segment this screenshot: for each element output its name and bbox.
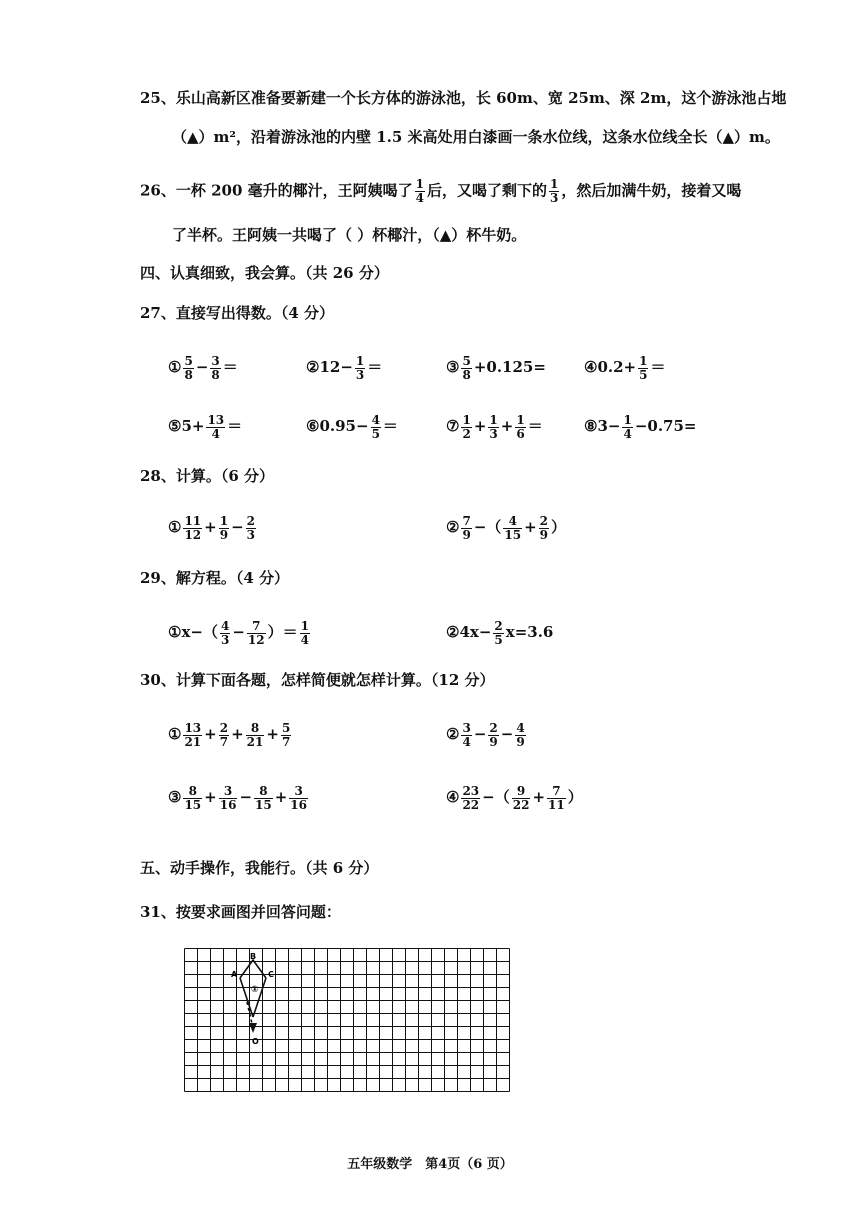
figure-1-left-edge (240, 978, 253, 1017)
q27-item-4: ④0.2+ $\frac{1}{5}$ ＝ (584, 353, 666, 382)
q26-fraction-2: $\frac{1}{3}$ (550, 177, 559, 205)
label-C: C (268, 970, 274, 979)
q26-fraction-1: $\frac{1}{4}$ (415, 177, 424, 205)
q26-line1: 26、一杯 200 毫升的椰汁，王阿姨喝了 $\frac{1}{4}$ 后，又喝了剩下的 $\frac{1}{3}$ ，然后加满牛奶，接着又喝 (140, 177, 742, 205)
q30-item-4: ④ $\frac{23}{22}$ −（ $\frac{9}{22}$ + $\frac{7}{11}$ ） (446, 783, 583, 812)
q30-item-1: ① $\frac{13}{21}$ + $\frac{2}{7}$ + $\frac{8}{21}$ + $\frac{5}{7}$ (168, 720, 291, 749)
section-4-heading: 四、认真细致，我会算。（共 26 分） (140, 264, 389, 282)
q28-item-2: ② $\frac{7}{9}$ −（ $\frac{4}{15}$ + $\frac{2}{9}$ ） (446, 513, 567, 542)
label-O: O (252, 1037, 259, 1046)
q29-item-2: ②4x− $\frac{2}{5}$ x=3.6 (446, 618, 554, 647)
q27-item-3: ③ $\frac{5}{8}$ +0.125= (446, 353, 546, 382)
label-A: A (231, 970, 238, 979)
q27-item-2: ②12− $\frac{1}{3}$ ＝ (306, 353, 383, 382)
label-B: B (250, 952, 257, 961)
q31-grid-figure (184, 948, 510, 1102)
arrow-head-icon (249, 1023, 257, 1033)
q25-line2: （▲）m²，沿着游泳池的内壁 1.5 米高处用白漆画一条水位线，这条水位线全长（▲）m。 (172, 128, 780, 146)
q29-item-1: ①x−（ $\frac{4}{3}$ − $\frac{7}{12}$ ）＝ $\frac{1}{4}$ (168, 618, 309, 647)
q27-title: 27、直接写出得数。（4 分） (140, 304, 335, 322)
q27-item-7: ⑦ $\frac{1}{2}$ + $\frac{1}{3}$ + $\frac{1}{6}$ ＝ (446, 412, 543, 441)
figure-1-right-edge (253, 978, 266, 1017)
q28-title: 28、计算。（6 分） (140, 467, 275, 485)
q31-title: 31、按要求画图并回答问题： (140, 903, 341, 921)
q29-title: 29、解方程。（4 分） (140, 569, 290, 587)
q30-title: 30、计算下面各题，怎样简便就怎样计算。（12 分） (140, 671, 495, 689)
q27-item-8: ⑧3− $\frac{1}{4}$ −0.75= (584, 412, 697, 441)
q25-line1: 25、乐山高新区准备要新建一个长方体的游泳池，长 60m、宽 25m、深 2m，这个游泳池占地 (140, 89, 787, 107)
grid-svg (184, 948, 510, 1098)
q27-item-5: ⑤5+ $\frac{13}{4}$ ＝ (168, 412, 243, 441)
q28-item-1: ① $\frac{11}{12}$ + $\frac{1}{9}$ − $\frac{2}{3}$ (168, 513, 256, 542)
q27-item-6: ⑥0.95− $\frac{4}{5}$ ＝ (306, 412, 398, 441)
q30-item-2: ② $\frac{3}{4}$ − $\frac{2}{9}$ − $\frac{4}{9}$ (446, 720, 525, 749)
page-footer: 五年级数学 第4页（6 页） (347, 1157, 513, 1172)
q26-line2: 了半杯。王阿姨一共喝了（ ）杯椰汁，（▲）杯牛奶。 (172, 226, 527, 244)
q27-item-1: ① $\frac{5}{8}$ − $\frac{3}{8}$ ＝ (168, 353, 238, 382)
label-figure-1: ① (251, 985, 259, 995)
section-5-heading: 五、动手操作，我能行。（共 6 分） (140, 859, 379, 877)
q30-item-3: ③ $\frac{8}{15}$ + $\frac{3}{16}$ − $\frac{8}{15}$ + $\frac{3}{16}$ (168, 783, 307, 812)
